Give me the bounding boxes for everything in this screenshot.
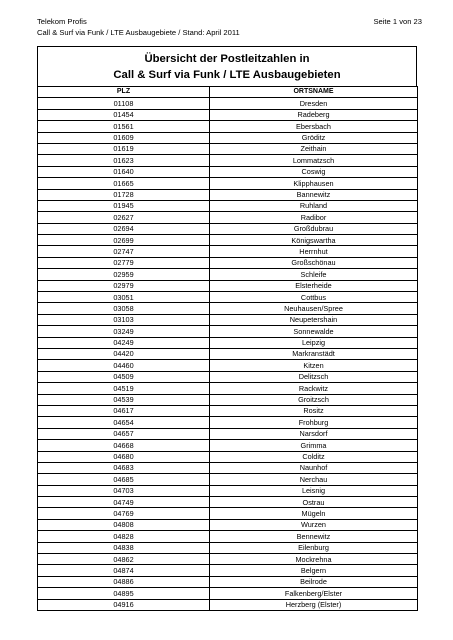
plz-cell: 04420 <box>38 348 210 359</box>
table-body <box>38 98 418 611</box>
table-row <box>38 474 418 485</box>
table-row <box>38 519 418 530</box>
plz-cell: 04916 <box>38 599 210 610</box>
ortsname-cell: Großdubrau <box>210 223 418 234</box>
ortsname-cell: Schleife <box>210 269 418 280</box>
plz-cell: 02699 <box>38 235 210 246</box>
table-row <box>38 576 418 587</box>
table-row <box>38 178 418 189</box>
plz-cell: 04808 <box>38 519 210 530</box>
ortsname-cell: Mügeln <box>210 508 418 519</box>
table-row <box>38 428 418 439</box>
plz-cell: 01609 <box>38 132 210 143</box>
table-row <box>38 542 418 553</box>
ortsname-cell: Naunhof <box>210 462 418 473</box>
table-row <box>38 223 418 234</box>
plz-cell: 04654 <box>38 417 210 428</box>
ortsname-cell: Grimma <box>210 440 418 451</box>
ortsname-cell: Gröditz <box>210 132 418 143</box>
table-row <box>38 348 418 359</box>
plz-cell: 04657 <box>38 428 210 439</box>
ortsname-cell: Beilrode <box>210 576 418 587</box>
table-row <box>38 588 418 599</box>
table-row <box>38 531 418 542</box>
ortsname-cell: Mockrehna <box>210 554 418 565</box>
page-header-left <box>37 16 240 38</box>
plz-cell: 04249 <box>38 337 210 348</box>
ortsname-cell: Herrnhut <box>210 246 418 257</box>
ortsname-cell: Nerchau <box>210 474 418 485</box>
ortsname-cell: Narsdorf <box>210 428 418 439</box>
ortsname-cell: Neupetershain <box>210 314 418 325</box>
table-row <box>38 599 418 610</box>
plz-cell: 01728 <box>38 189 210 200</box>
table-row <box>38 554 418 565</box>
ortsname-cell: Elsterheide <box>210 280 418 291</box>
table-row <box>38 155 418 166</box>
plz-cell: 04539 <box>38 394 210 405</box>
plz-cell: 01945 <box>38 200 210 211</box>
ortsname-cell: Coswig <box>210 166 418 177</box>
title-line-1: Übersicht der Postleitzahlen in <box>144 52 310 65</box>
plz-cell: 02779 <box>38 257 210 268</box>
plz-cell: 04769 <box>38 508 210 519</box>
plz-cell: 04617 <box>38 405 210 416</box>
table-row <box>38 98 418 109</box>
plz-cell: 04668 <box>38 440 210 451</box>
ortsname-cell: Falkenberg/Elster <box>210 588 418 599</box>
plz-cell: 04862 <box>38 554 210 565</box>
table-row <box>38 166 418 177</box>
table-row <box>38 485 418 496</box>
plz-cell: 02694 <box>38 223 210 234</box>
plz-cell: 04519 <box>38 383 210 394</box>
plz-cell: 01619 <box>38 143 210 154</box>
table-row <box>38 417 418 428</box>
plz-cell: 01623 <box>38 155 210 166</box>
table-row <box>38 337 418 348</box>
plz-cell: 04874 <box>38 565 210 576</box>
page-number: Seite 1 von 23 <box>373 17 422 26</box>
table-row <box>38 303 418 314</box>
table-row <box>38 143 418 154</box>
ortsname-cell: Neuhausen/Spree <box>210 303 418 314</box>
ortsname-cell: Zeithain <box>210 143 418 154</box>
plz-cell: 04460 <box>38 360 210 371</box>
table-row <box>38 132 418 143</box>
plz-cell: 02627 <box>38 212 210 223</box>
table-row <box>38 326 418 337</box>
table-row <box>38 246 418 257</box>
table-row <box>38 451 418 462</box>
plz-cell: 04886 <box>38 576 210 587</box>
plz-cell: 01108 <box>38 98 210 109</box>
table-row <box>38 292 418 303</box>
ortsname-cell: Ostrau <box>210 497 418 508</box>
table-row <box>38 212 418 223</box>
plz-cell: 02747 <box>38 246 210 257</box>
table-row <box>38 360 418 371</box>
plz-cell: 03103 <box>38 314 210 325</box>
ortsname-cell: Radeberg <box>210 109 418 120</box>
ortsname-cell: Delitzsch <box>210 371 418 382</box>
table-row <box>38 383 418 394</box>
plz-cell: 04828 <box>38 531 210 542</box>
plz-cell: 04838 <box>38 542 210 553</box>
plz-cell: 04683 <box>38 462 210 473</box>
plz-cell: 01640 <box>38 166 210 177</box>
plz-cell: 03058 <box>38 303 210 314</box>
plz-cell: 04509 <box>38 371 210 382</box>
ortsname-cell: Ruhland <box>210 200 418 211</box>
table-row <box>38 440 418 451</box>
table-row <box>38 121 418 132</box>
ortsname-cell: Dresden <box>210 98 418 109</box>
table-row <box>38 235 418 246</box>
ortsname-cell: Bannewitz <box>210 189 418 200</box>
table-row <box>38 462 418 473</box>
ortsname-cell: Ebersbach <box>210 121 418 132</box>
table-row <box>38 200 418 211</box>
ortsname-cell: Bennewitz <box>210 531 418 542</box>
title-line-2: Call & Surf via Funk / LTE Ausbaugebieten <box>113 68 341 81</box>
plz-cell: 04680 <box>38 451 210 462</box>
table-row <box>38 508 418 519</box>
ortsname-cell: Groitzsch <box>210 394 418 405</box>
table-header-row <box>38 87 418 98</box>
table-row <box>38 109 418 120</box>
plz-cell: 03249 <box>38 326 210 337</box>
ortsname-cell: Herzberg (Elster) <box>210 599 418 610</box>
ortsname-cell: Wurzen <box>210 519 418 530</box>
document-subtitle: Call & Surf via Funk / LTE Ausbaugebiete / Stand: April 2011 <box>37 28 240 37</box>
plz-cell: 01454 <box>38 109 210 120</box>
plz-cell: 04703 <box>38 485 210 496</box>
table-row <box>38 565 418 576</box>
company-name: Telekom Profis <box>37 17 87 26</box>
plz-cell: 02979 <box>38 280 210 291</box>
ortsname-cell: Radibor <box>210 212 418 223</box>
table-row <box>38 189 418 200</box>
ortsname-cell: Rackwitz <box>210 383 418 394</box>
ortsname-cell: Frohburg <box>210 417 418 428</box>
ortsname-cell: Belgern <box>210 565 418 576</box>
ortsname-cell: Markranstädt <box>210 348 418 359</box>
plz-cell: 04685 <box>38 474 210 485</box>
plz-cell: 04895 <box>38 588 210 599</box>
ortsname-cell: Eilenburg <box>210 542 418 553</box>
plz-cell: 04749 <box>38 497 210 508</box>
postcode-table <box>37 86 418 611</box>
ortsname-cell: Leipzig <box>210 337 418 348</box>
column-header-ortsname: ORTSNAME <box>210 87 418 98</box>
ortsname-cell: Klipphausen <box>210 178 418 189</box>
ortsname-cell: Colditz <box>210 451 418 462</box>
plz-cell: 03051 <box>38 292 210 303</box>
table-row <box>38 280 418 291</box>
table-row <box>38 257 418 268</box>
ortsname-cell: Sonnewalde <box>210 326 418 337</box>
title-box <box>37 46 417 86</box>
ortsname-cell: Rositz <box>210 405 418 416</box>
column-header-plz: PLZ <box>38 87 210 98</box>
table-row <box>38 394 418 405</box>
plz-cell: 01665 <box>38 178 210 189</box>
table-row <box>38 405 418 416</box>
ortsname-cell: Großschönau <box>210 257 418 268</box>
ortsname-cell: Königswartha <box>210 235 418 246</box>
table-row <box>38 497 418 508</box>
ortsname-cell: Kitzen <box>210 360 418 371</box>
table-row <box>38 371 418 382</box>
table-row <box>38 269 418 280</box>
table-row <box>38 314 418 325</box>
plz-cell: 01561 <box>38 121 210 132</box>
ortsname-cell: Leisnig <box>210 485 418 496</box>
ortsname-cell: Cottbus <box>210 292 418 303</box>
plz-cell: 02959 <box>38 269 210 280</box>
ortsname-cell: Lommatzsch <box>210 155 418 166</box>
